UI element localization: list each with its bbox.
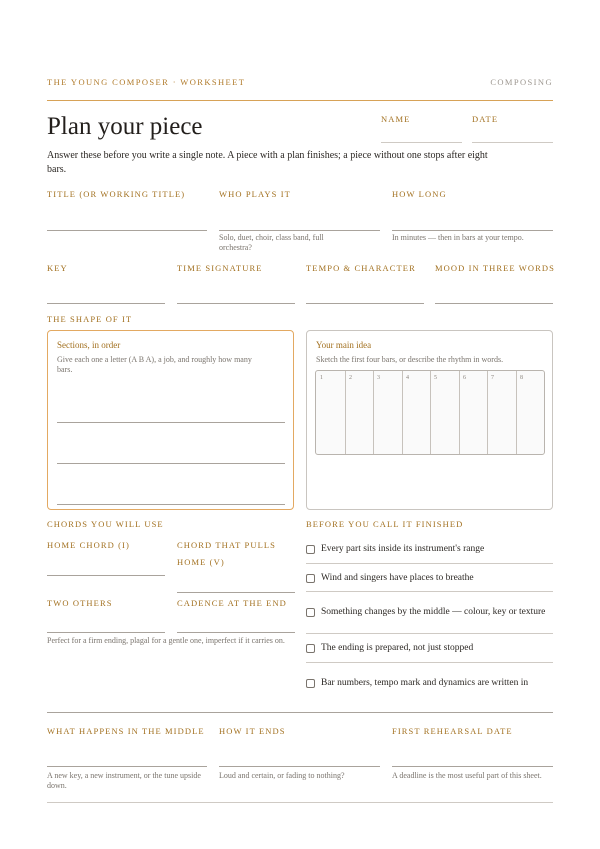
sections-title: Sections, in order bbox=[57, 340, 121, 350]
two-others-label: TWO OTHERS bbox=[47, 598, 113, 608]
cadence-field[interactable] bbox=[177, 632, 295, 633]
pulls-home-field[interactable] bbox=[177, 592, 295, 593]
pulls-home-label-line2: HOME (V) bbox=[177, 557, 225, 567]
page-title: Plan your piece bbox=[47, 113, 203, 140]
who-plays-field[interactable] bbox=[219, 230, 380, 231]
who-plays-label: WHO PLAYS IT bbox=[219, 189, 291, 199]
title-field-label: TITLE (OR WORKING TITLE) bbox=[47, 189, 186, 199]
bar-number: 6 bbox=[463, 375, 466, 381]
home-chord-label: HOME CHORD (I) bbox=[47, 540, 130, 550]
checklist-item-range[interactable] bbox=[306, 541, 553, 557]
worksheet-category-label: COMPOSING bbox=[490, 77, 553, 87]
checkbox[interactable] bbox=[306, 574, 315, 583]
sections-line-2[interactable] bbox=[57, 463, 285, 464]
sections-line-3[interactable] bbox=[57, 504, 285, 505]
main-idea-box bbox=[306, 330, 553, 510]
bar-divider bbox=[487, 371, 488, 454]
checklist-item-markings[interactable] bbox=[306, 669, 553, 697]
time-signature-field[interactable] bbox=[177, 303, 295, 304]
checklist-item-label: Something changes by the middle — colour, key or texture bbox=[321, 606, 546, 617]
bar-divider bbox=[402, 371, 403, 454]
checklist-divider bbox=[306, 563, 553, 564]
tempo-label: TEMPO & CHARACTER bbox=[306, 263, 416, 273]
checklist-item-breathe[interactable] bbox=[306, 570, 553, 586]
intro-text: Answer these before you write a single note. A piece with a plan finishes; a piece without one stops after eight bars. bbox=[47, 150, 488, 175]
footer-top-divider bbox=[47, 712, 553, 713]
checklist-item-middle-change[interactable] bbox=[306, 598, 553, 626]
checklist-item-ending[interactable] bbox=[306, 640, 553, 656]
bar-divider bbox=[373, 371, 374, 454]
checklist-item-label: Every part sits inside its instrument's range bbox=[321, 543, 485, 554]
checklist-item-label: Wind and singers have places to breathe bbox=[321, 572, 474, 583]
how-long-field[interactable] bbox=[392, 230, 553, 231]
bar-divider bbox=[459, 371, 460, 454]
footer-bottom-divider bbox=[47, 802, 553, 803]
bar-divider bbox=[430, 371, 431, 454]
chords-heading: CHORDS YOU WILL USE bbox=[47, 519, 164, 529]
sections-box bbox=[47, 330, 294, 510]
how-it-ends-field[interactable] bbox=[219, 766, 380, 767]
mood-label: MOOD IN THREE WORDS bbox=[435, 263, 555, 273]
main-idea-title: Your main idea bbox=[316, 340, 372, 350]
sections-hint: Give each one a letter (A B A), a job, and roughly how many bars. bbox=[57, 355, 252, 374]
bar-divider bbox=[516, 371, 517, 454]
bar-number: 7 bbox=[491, 375, 494, 381]
middle-label: WHAT HAPPENS IN THE MIDDLE bbox=[47, 726, 205, 736]
header-divider bbox=[47, 100, 553, 101]
checklist-divider bbox=[306, 633, 553, 634]
bar-number: 5 bbox=[434, 375, 437, 381]
how-it-ends-hint: Loud and certain, or fading to nothing? bbox=[219, 771, 345, 780]
cadence-hint: Perfect for a firm ending, plagal for a gentle one, imperfect if it carries on. bbox=[47, 636, 285, 645]
how-it-ends-label: HOW IT ENDS bbox=[219, 726, 286, 736]
date-label: DATE bbox=[472, 114, 499, 124]
checklist-divider bbox=[306, 662, 553, 663]
bar-number: 3 bbox=[377, 375, 380, 381]
time-signature-label: TIME SIGNATURE bbox=[177, 263, 263, 273]
title-field[interactable] bbox=[47, 230, 207, 231]
how-long-hint: In minutes — then in bars at your tempo. bbox=[392, 233, 524, 242]
who-plays-hint: Solo, duet, choir, class band, full orchestra? bbox=[219, 233, 324, 252]
middle-hint: A new key, a new instrument, or the tune upside down. bbox=[47, 771, 201, 790]
checklist-item-label: Bar numbers, tempo mark and dynamics are written in bbox=[321, 677, 529, 688]
name-field[interactable] bbox=[381, 142, 462, 143]
key-label: KEY bbox=[47, 263, 68, 273]
sketch-bar-grid[interactable] bbox=[315, 370, 545, 455]
how-long-label: HOW LONG bbox=[392, 189, 447, 199]
checkbox[interactable] bbox=[306, 545, 315, 554]
checkbox[interactable] bbox=[306, 608, 315, 617]
shape-heading: THE SHAPE OF IT bbox=[47, 314, 133, 324]
main-idea-hint: Sketch the first four bars, or describe the rhythm in words. bbox=[316, 355, 504, 364]
checklist-item-label: The ending is prepared, not just stopped bbox=[321, 642, 474, 653]
two-others-field[interactable] bbox=[47, 632, 165, 633]
checkbox[interactable] bbox=[306, 644, 315, 653]
checklist-divider bbox=[306, 591, 553, 592]
key-field[interactable] bbox=[47, 303, 165, 304]
worksheet-series-label: THE YOUNG COMPOSER · WORKSHEET bbox=[47, 77, 246, 87]
home-chord-field[interactable] bbox=[47, 575, 165, 576]
rehearsal-date-hint: A deadline is the most useful part of this sheet. bbox=[392, 771, 542, 780]
bar-number: 2 bbox=[349, 375, 352, 381]
bar-number: 8 bbox=[520, 375, 523, 381]
checkbox[interactable] bbox=[306, 679, 315, 688]
middle-field[interactable] bbox=[47, 766, 207, 767]
pulls-home-label-line1: CHORD THAT PULLS bbox=[177, 540, 276, 550]
bar-divider bbox=[345, 371, 346, 454]
tempo-field[interactable] bbox=[306, 303, 424, 304]
date-field[interactable] bbox=[472, 142, 553, 143]
rehearsal-date-field[interactable] bbox=[392, 766, 553, 767]
bar-number: 1 bbox=[320, 375, 323, 381]
cadence-label: CADENCE AT THE END bbox=[177, 598, 287, 608]
mood-field[interactable] bbox=[435, 303, 553, 304]
name-label: NAME bbox=[381, 114, 411, 124]
bar-number: 4 bbox=[406, 375, 409, 381]
finished-heading: BEFORE YOU CALL IT FINISHED bbox=[306, 519, 464, 529]
sections-line-1[interactable] bbox=[57, 422, 285, 423]
rehearsal-date-label: FIRST REHEARSAL DATE bbox=[392, 726, 513, 736]
